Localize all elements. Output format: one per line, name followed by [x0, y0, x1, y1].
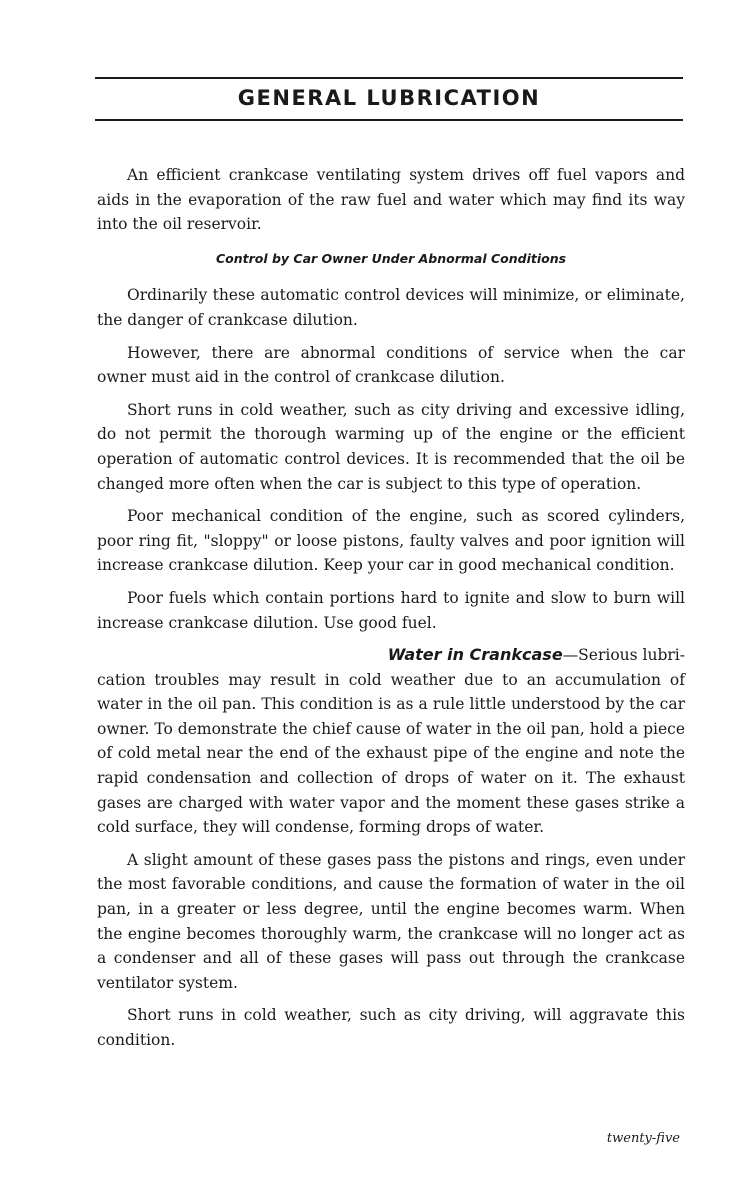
paragraph-however: However, there are abnormal conditions of service when the car owner must aid in the control of crankcase dilution.: [97, 343, 685, 387]
paragraph-mechanical-condition: Poor mechanical condition of the engine, such as scored cylinders, poor ring fit, "sloppy" or loose pistons, faulty valves and poor ignition will increase crankcase dilution. Keep your car in good mechanical condition.: [97, 507, 685, 575]
paragraph-slight-amount: A slight amount of these gases pass the pistons and rings, even under the most favorable conditions, and cause the formation of water in the oil pan, in a greater or less degree, until the engine becomes warm. When the engine becomes thoroughly warm, the crankcase will no longer act as a condenser and all of these gases will pass out through the crankcase ventilator system.: [97, 850, 685, 992]
page-title: GENERAL LUBRICATION: [237, 86, 541, 110]
paragraph-short-runs: Short runs in cold weather, such as city driving and excessive idling, do not permit the thorough warming up of the engine or the efficient operation of automatic control devices. It is recommended that the oil be changed more often when the car is subject to this type of operation.: [97, 400, 685, 493]
runin-heading: Water in Crankcase: [387, 645, 563, 665]
title-underline: [95, 119, 683, 121]
section-subheading: Control by Car Owner Under Abnormal Conditions: [215, 250, 567, 266]
water-in-crankcase-section: [97, 643, 685, 840]
runin-line: [97, 643, 685, 668]
paragraph-poor-fuels: Poor fuels which contain portions hard to ignite and slow to burn will increase crankcase dilution. Use good fuel.: [97, 588, 685, 632]
top-rule: [95, 77, 683, 79]
paragraph-ordinarily: Ordinarily these automatic control devices will minimize, or eliminate, the danger of crankcase dilution.: [97, 286, 685, 329]
paragraph-short-runs-aggravate: Short runs in cold weather, such as city driving, will aggravate this condition.: [97, 1006, 685, 1049]
intro-paragraph: An efficient crankcase ventilating system drives off fuel vapors and aids in the evaporation of the raw fuel and water which may find its way into the oil reservoir.: [97, 166, 685, 234]
paragraph-water-in-crankcase: cation troubles may result in cold weather due to an accumulation of water in the oil pan. This condition is as a rule little understood by the car owner. To demonstrate the chief cause of water in the oil pan, hold a piece of cold metal near the end of the exhaust pipe of the engine and note the rapid condensation and collection of drops of water on it. The exhaust gases are charged with water vapor and the moment these gases strike a cold surface, they will condense, forming drops of water.: [97, 670, 685, 837]
page-number: twenty-five: [606, 1131, 680, 1146]
runin-lead: —Serious lubri-: [562, 646, 685, 665]
page-body: [97, 163, 685, 1053]
